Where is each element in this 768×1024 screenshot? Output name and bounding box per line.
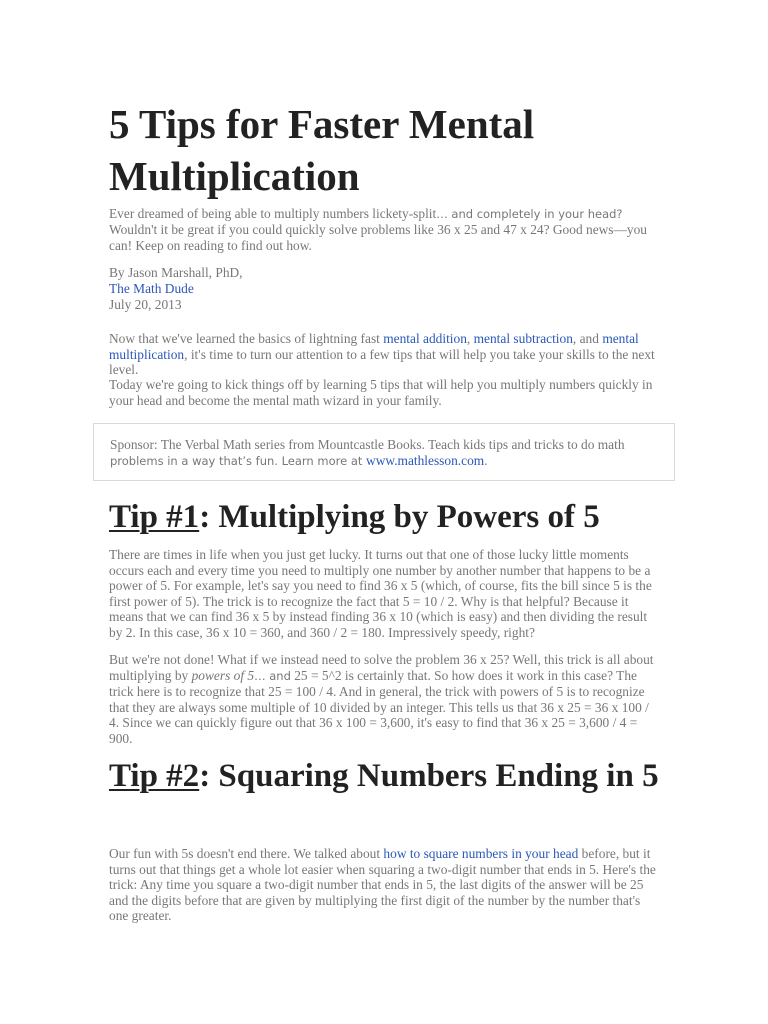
- tip-1-para2-emphasis: powers of 5: [191, 667, 255, 683]
- tip-1-number-link[interactable]: Tip #1: [109, 499, 200, 535]
- article-title: 5 Tips for Faster Mental Multiplication: [109, 101, 535, 199]
- intro-text-1: Ever dreamed of being able to multiply numbers lickety-split: [109, 206, 437, 221]
- sponsor-text: [110, 437, 650, 469]
- mental-subtraction-link[interactable]: mental subtraction: [473, 331, 573, 346]
- intro-text-3: Wouldn't it be great if you could quickly solve problems like 36 x 25 and 47 x 24? Good news—you can! Keep on reading to find out how.: [109, 222, 647, 253]
- sponsor-text-1: Sponsor: The Verbal Math series from Mountcastle Books. Teach kids tips and tricks to do math: [110, 437, 625, 452]
- tip-2-para1-text-a: Our fun with 5s doesn't end there. We talked about: [109, 846, 384, 861]
- byline-author: By Jason Marshall, PhD,: [109, 265, 243, 280]
- tip-1-para2-text-b: and: [265, 668, 291, 683]
- sponsor-end: .: [484, 453, 488, 468]
- tip-1-heading: [109, 497, 669, 537]
- intro-text-2: and completely in your head?: [447, 207, 623, 221]
- tip-2-heading: [109, 756, 669, 796]
- intro-body-paragraph-2: Today we're going to kick things off by learning 5 tips that will help you multiply numbers quickly in your head and become the mental math wizard in your family.: [109, 377, 653, 408]
- math-dude-link[interactable]: The Math Dude: [109, 281, 194, 296]
- tip-1-para2-text-c: 25 = 5^2 is certainly that. So how does it work in this case? The trick here is to recognize that 25 = 100 / 4. And in general, the trick with powers of 5 is to recognize that they are always some multiple of 10 divided by an integer. This tells us that 36 x 25 = 36 x 100 / 4. Since we can quickly figure out that 36 x 100 = 3,600, it's easy to find that 36 x 25 = 3,600 / 4 = 900.: [109, 667, 649, 746]
- sponsor-text-2: problems in a way that’s fun. Learn more at: [110, 454, 367, 468]
- tip-1-paragraph-1: There are times in life when you just get lucky. It turns out that one of those lucky little moments occurs each and every time you need to multiply one number by another number that happens to be a power of 5. For example, let's say you need to find 36 x 5 (which, of course, fits the bill since 5 is the first power of 5). The trick is to recognize the fact that 5 = 10 / 2. Why is that helpful? Because it means that we can find 36 x 5 by instead finding 36 x 10 (which is easy) and then dividing the result by 2. In this case, 36 x 10 = 360, and 360 / 2 = 180. Impressively speedy, right?: [109, 547, 652, 640]
- para1-text-a: Now that we've learned the basics of lightning fast: [109, 331, 384, 346]
- tip-2-number-link[interactable]: Tip #2: [109, 758, 200, 794]
- para1-sep-1: ,: [466, 331, 474, 346]
- tip-2-paragraph-1: [109, 846, 661, 924]
- byline: [109, 265, 661, 313]
- tip-1-paragraph-2: [109, 652, 661, 746]
- square-numbers-link[interactable]: how to square numbers in your head: [383, 846, 579, 861]
- tip-1-para2-text-a: But we're not done! What if we instead need to solve the problem 36 x 25? Well, this trick is all about multiplying by: [109, 652, 654, 683]
- tip-2-heading-text: : Squaring Numbers Ending in 5: [199, 758, 659, 794]
- intro-body-paragraph-1: [109, 331, 661, 378]
- tip-2-para1-text-b: before, but it turns out that things get a whole lot easier when squaring a two-digit number that ends in 5. Here's the trick: Any time you square a two-digit number that ends in 5, the last digits of the answer will be 25 and the digits before that are given by multiplying the first digit of the number by the number that's one greater.: [109, 846, 656, 923]
- intro-ellipsis: …: [436, 207, 448, 221]
- byline-date: July 20, 2013: [109, 297, 182, 312]
- sponsor-box: [93, 423, 675, 481]
- intro-paragraph: [109, 206, 661, 254]
- mental-multiplication-link[interactable]: mental multiplication: [109, 331, 639, 362]
- mental-addition-link[interactable]: mental addition: [383, 331, 467, 346]
- para1-text-b: , it's time to turn our attention to a few tips that will help you take your skills to the next level.: [109, 346, 655, 377]
- tip-1-para2-ellipsis: …: [254, 668, 266, 683]
- mathlesson-link[interactable]: www.mathlesson.com: [366, 453, 485, 468]
- tip-1-heading-text: : Multiplying by Powers of 5: [199, 499, 600, 535]
- para1-sep-2: , and: [572, 331, 603, 346]
